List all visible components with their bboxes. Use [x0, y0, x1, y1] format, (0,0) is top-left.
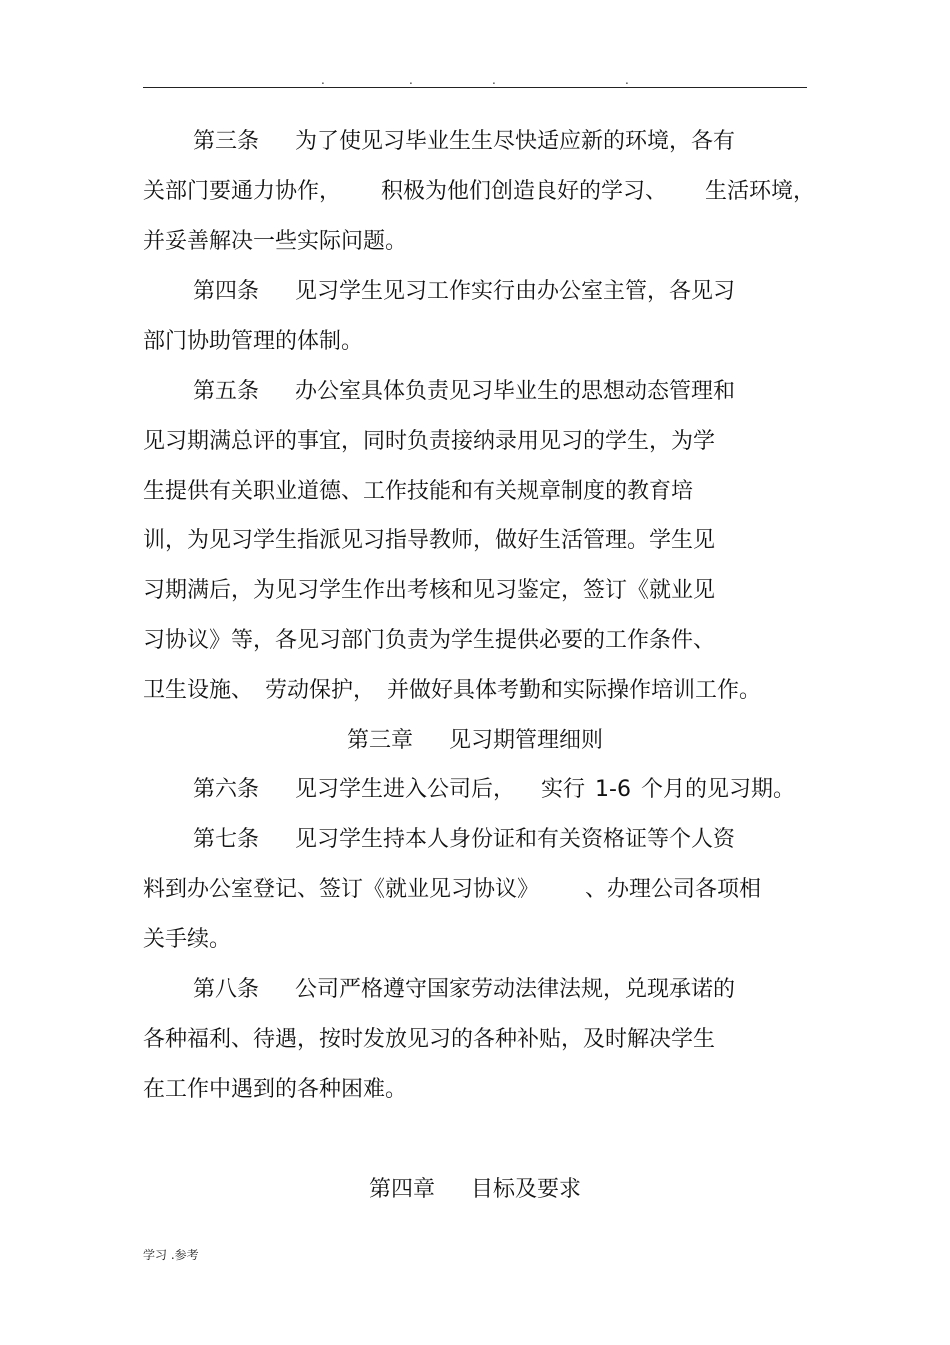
article-text: 个月的见习期。	[640, 777, 795, 802]
page-header-marks	[143, 73, 807, 87]
article-6-line-1	[193, 775, 795, 805]
article-5-line-6: 习协议》等，各见习部门负责为学生提供必要的工作条件、	[143, 628, 716, 653]
header-dot: .	[321, 73, 325, 87]
article-8-line-2: 各种福利、待遇，按时发放见习的各种补贴，及时解决学生	[143, 1027, 716, 1052]
article-text: 见习学生进入公司后，	[295, 777, 516, 802]
article-text: 见习学生见习工作实行由办公室主管，各见习	[295, 279, 736, 304]
article-5-line-3: 生提供有关职业道德、工作技能和有关规章制度的教育培	[143, 479, 694, 504]
article-text: 为了使见习毕业生生尽快适应新的环境，各有	[295, 129, 736, 154]
chapter-4-heading	[0, 1175, 950, 1205]
article-text: 生活环境，	[705, 179, 816, 204]
article-text: 劳动保护，	[265, 678, 376, 703]
header-dot: .	[625, 73, 629, 87]
header-dot: .	[492, 73, 496, 87]
page-footer: 学习 .参考	[143, 1248, 199, 1262]
article-5-line-2: 见习期满总评的事宜，同时负责接纳录用见习的学生，为学	[143, 429, 716, 454]
article-4-line-2: 部门协助管理的体制。	[143, 329, 364, 354]
article-text: 办公室具体负责见习毕业生的思想动态管理和	[295, 379, 736, 404]
article-text: 料到办公室登记、签订《就业见习协议》	[143, 877, 540, 902]
article-7-line-2	[143, 875, 761, 905]
article-text: 关部门要通力协作，	[143, 179, 342, 204]
article-5-line-7	[143, 676, 761, 706]
article-label: 第三条	[193, 129, 260, 154]
article-7-line-1	[193, 825, 735, 855]
article-text: 实行	[541, 777, 586, 802]
chapter-label: 第三章	[346, 728, 413, 753]
article-5-line-4: 训，为见习学生指派见习指导教师，做好生活管理。学生见	[143, 528, 716, 553]
article-text: 公司严格遵守国家劳动法律法规，兑现承诺的	[295, 977, 736, 1002]
article-3-line-1	[193, 127, 735, 157]
article-5-line-5: 习期满后，为见习学生作出考核和见习鉴定，签订《就业见	[143, 578, 716, 603]
article-text: 1-6	[595, 777, 631, 802]
article-3-line-2	[143, 177, 815, 207]
article-8-line-3: 在工作中遇到的各种困难。	[143, 1077, 408, 1102]
article-text: 积极为他们创造良好的学习、	[381, 179, 668, 204]
chapter-title: 目标及要求	[471, 1177, 582, 1202]
article-text: 卫生设施、	[143, 678, 254, 703]
article-3-line-3: 并妥善解决一些实际问题。	[143, 229, 408, 254]
chapter-title: 见习期管理细则	[449, 728, 604, 753]
article-text: 并做好具体考勤和实际操作培训工作。	[387, 678, 762, 703]
header-rule	[143, 87, 807, 88]
header-dot: .	[409, 73, 413, 87]
article-5-line-1	[193, 377, 735, 407]
article-text: 、办理公司各项相	[585, 877, 762, 902]
article-8-line-1	[193, 975, 735, 1005]
article-label: 第五条	[193, 379, 260, 404]
article-label: 第四条	[193, 279, 260, 304]
chapter-3-heading	[0, 726, 950, 756]
article-text: 见习学生持本人身份证和有关资格证等个人资	[295, 827, 736, 852]
article-7-line-3: 关手续。	[143, 927, 232, 952]
article-label: 第六条	[193, 777, 260, 802]
article-4-line-1	[193, 277, 735, 307]
article-label: 第七条	[193, 827, 260, 852]
chapter-label: 第四章	[368, 1177, 435, 1202]
article-label: 第八条	[193, 977, 260, 1002]
